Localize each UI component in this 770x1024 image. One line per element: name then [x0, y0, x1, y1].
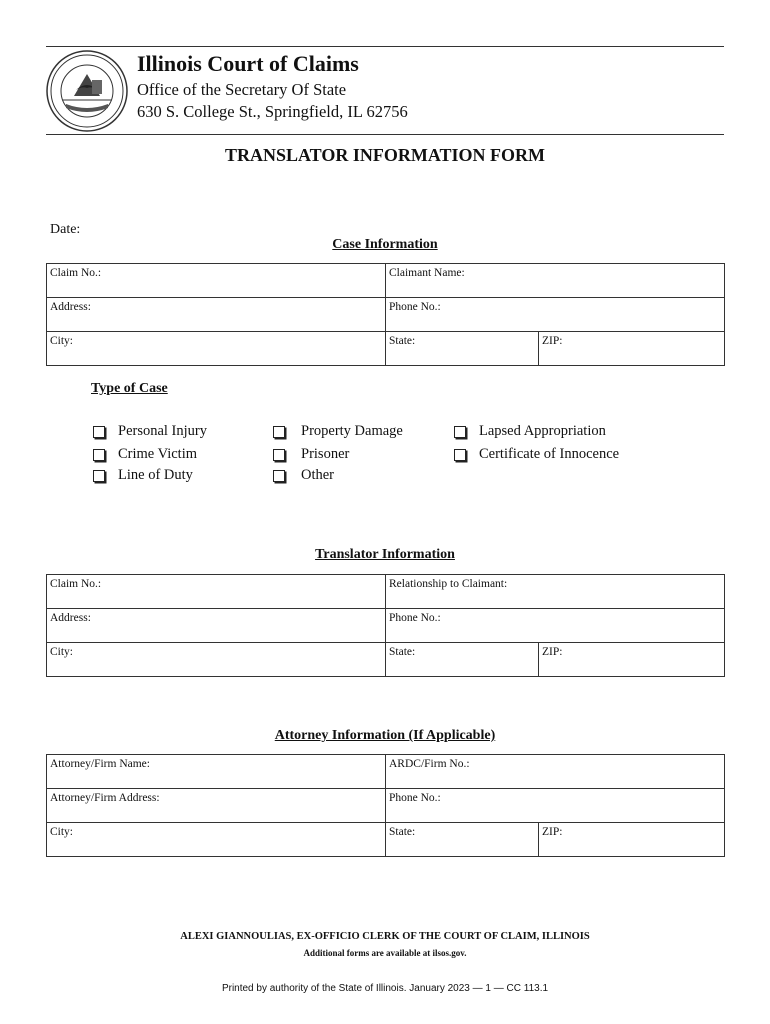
case-zip-field[interactable]: ZIP:: [539, 332, 725, 366]
attorney-phone-field[interactable]: Phone No.:: [386, 789, 725, 823]
checkbox-icon: [93, 449, 105, 461]
case-claim-no-field[interactable]: Claim No.:: [47, 264, 386, 298]
checkbox-line-of-duty[interactable]: Line of Duty: [93, 467, 193, 484]
case-claimant-name-field[interactable]: Claimant Name:: [386, 264, 725, 298]
checkbox-certificate-of-innocence[interactable]: Certificate of Innocence: [454, 446, 619, 463]
date-label: Date:: [50, 222, 81, 237]
checkbox-lapsed-appropriation[interactable]: Lapsed Appropriation: [454, 423, 606, 440]
checkbox-other[interactable]: Other: [273, 467, 334, 484]
attorney-firm-name-field[interactable]: Attorney/Firm Name:: [47, 755, 386, 789]
translator-info-heading: Translator Information: [315, 547, 455, 562]
translator-city-field[interactable]: City:: [47, 643, 386, 677]
attorney-ardc-field[interactable]: ARDC/Firm No.:: [386, 755, 725, 789]
translator-phone-field[interactable]: Phone No.:: [386, 609, 725, 643]
attorney-info-table: [46, 754, 725, 857]
printed-by-footer: Printed by authority of the State of Illinois. January 2023 — 1 — CC 113.1: [221, 983, 549, 994]
case-info-heading: Case Information: [332, 237, 438, 252]
translator-claim-no-field[interactable]: Claim No.:: [47, 575, 386, 609]
state-seal-icon: [46, 50, 128, 132]
top-rule: [46, 46, 724, 47]
translator-info-table: [46, 574, 725, 677]
header-rule: [46, 134, 724, 135]
translator-relationship-field[interactable]: Relationship to Claimant:: [386, 575, 725, 609]
form-title: TRANSLATOR INFORMATION FORM: [224, 145, 545, 165]
attorney-info-heading: Attorney Information (If Applicable): [274, 728, 496, 743]
page-title: Illinois Court of Claims: [137, 51, 359, 76]
checkbox-icon: [273, 449, 285, 461]
checkbox-icon: [93, 426, 105, 438]
checkbox-property-damage[interactable]: Property Damage: [273, 423, 403, 440]
type-of-case-heading: Type of Case: [91, 381, 168, 396]
case-address-field[interactable]: Address:: [47, 298, 386, 332]
additional-forms-note: Additional forms are available at ilsos.gov.: [303, 948, 467, 958]
office-name: Office of the Secretary Of State: [137, 80, 347, 99]
case-state-field[interactable]: State:: [386, 332, 539, 366]
checkbox-prisoner[interactable]: Prisoner: [273, 446, 349, 463]
translator-zip-field[interactable]: ZIP:: [539, 643, 725, 677]
case-info-table: [46, 263, 725, 366]
case-city-field[interactable]: City:: [47, 332, 386, 366]
case-phone-field[interactable]: Phone No.:: [386, 298, 725, 332]
attorney-firm-address-field[interactable]: Attorney/Firm Address:: [47, 789, 386, 823]
checkbox-icon: [273, 426, 285, 438]
translator-address-field[interactable]: Address:: [47, 609, 386, 643]
checkbox-icon: [93, 470, 105, 482]
attorney-state-field[interactable]: State:: [386, 823, 539, 857]
attorney-zip-field[interactable]: ZIP:: [539, 823, 725, 857]
office-address: 630 S. College St., Springfield, IL 62756: [137, 102, 408, 121]
checkbox-icon: [454, 449, 466, 461]
checkbox-icon: [273, 470, 285, 482]
clerk-footer: ALEXI GIANNOULIAS, EX-OFFICIO CLERK OF THE COURT OF CLAIM, ILLINOIS: [180, 931, 590, 942]
translator-state-field[interactable]: State:: [386, 643, 539, 677]
checkbox-crime-victim[interactable]: Crime Victim: [93, 446, 197, 463]
attorney-city-field[interactable]: City:: [47, 823, 386, 857]
checkbox-personal-injury[interactable]: Personal Injury: [93, 423, 207, 440]
checkbox-icon: [454, 426, 466, 438]
